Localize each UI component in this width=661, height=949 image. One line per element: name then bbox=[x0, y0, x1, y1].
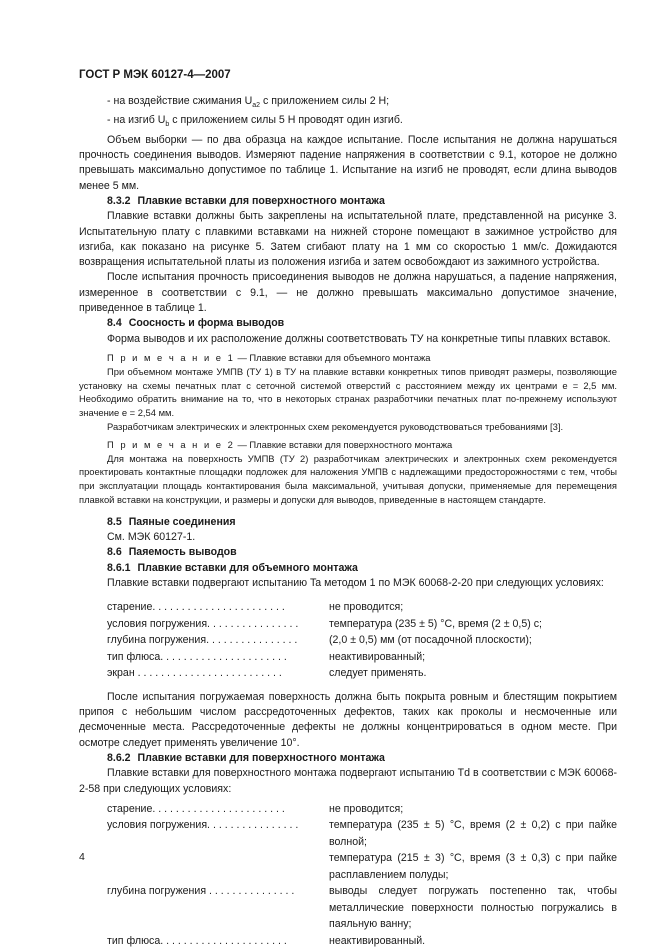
section-heading-8-6-2: 8.6.2 Плавкие вставки для поверхностного монтажа bbox=[107, 751, 385, 764]
paragraph: См. МЭК 60127-1. bbox=[107, 531, 196, 544]
section-heading-8-6-1: 8.6.1 Плавкие вставки для объемного монтажа bbox=[107, 561, 358, 574]
document-body bbox=[79, 94, 617, 949]
conditions-table bbox=[107, 801, 617, 949]
section-heading-8-3-2: 8.3.2 Плавкие вставки для поверхностного монтажа bbox=[107, 195, 385, 207]
note-text: При объемном монтаже УМПВ (ТУ 1) в ТУ на плавкие вставки конкретных типов приводят размеры, позволяющие установку на схемы печатных плат с сеточной системой отверстий с расстоянием между их центрами e = 2,5 мм. Необходимо обратить внимание на то, что в некоторых странах разработчики печатных плат по-прежнему используют значение e = 2,54 мм. bbox=[79, 365, 617, 419]
note-heading: П р и м е ч а н и е 2 — Плавкие вставки для поверхностного монтажа bbox=[107, 438, 453, 450]
note-heading: П р и м е ч а н и е 1 — Плавкие вставки для объемного монтажа bbox=[107, 351, 431, 363]
conditions-table bbox=[107, 599, 617, 682]
note-text: Разработчикам электрических и электронных схем рекомендуется руководствоваться требованиями [3]. bbox=[107, 420, 564, 432]
paragraph: После испытания прочность присоединения выводов не должна нарушаться, а падение напряжения, измеренное в соответствии с 9.1, — не должно превышать максимально допустимое значение, приведенное в таблице 1. bbox=[79, 271, 617, 315]
table-row: глубина погружения. . . . . . . . . . . . . . . . (2,0 ± 0,5) мм (от посадочной плоскости); bbox=[107, 634, 532, 647]
table-row: экран . . . . . . . . . . . . . . . . . . . . . . . . . следует применять. bbox=[107, 667, 427, 680]
table-row: старение. . . . . . . . . . . . . . . . . . . . . . . не проводится; bbox=[107, 601, 404, 614]
table-row: условия погружения. . . . . . . . . . . . . . . . температура (235 ± 5) °С, время (2 ± 0,2) с при пайке волной; температура (215 ± 3) °С, время (3 ± 0,3) с при пайке расплавлением полуды; bbox=[107, 819, 617, 881]
paragraph: Плавкие вставки для поверхностного монтажа подвергают испытанию Td в соответствии с МЭК 60068-2-58 при следующих условиях: bbox=[79, 767, 617, 795]
document-header: ГОСТ Р МЭК 60127-4—2007 bbox=[79, 69, 231, 81]
table-row: тип флюса. . . . . . . . . . . . . . . . . . . . . . неактивированный; bbox=[107, 650, 426, 663]
section-heading-8-6: 8.6 Паяемость выводов bbox=[107, 546, 237, 559]
table-row: старение. . . . . . . . . . . . . . . . . . . . . . . не проводится; bbox=[107, 802, 404, 815]
paragraph: Форма выводов и их расположение должны соответствовать ТУ на конкретные типы плавких вставок. bbox=[107, 332, 611, 345]
table-row: условия погружения. . . . . . . . . . . . . . . . температура (235 ± 5) °С, время (2 ± 0,5) с; bbox=[107, 617, 542, 630]
paragraph: Плавкие вставки должны быть закреплены на испытательной плате, представленной на рисунке 3. Испытательную плату с плавкими вставками на нижней стороне помещают в зажимное устройство для изгиба, как показано на рисунке 5. Затем сгибают плату на 1 мм со скоростью 1 мм/с. Дожидаются возвращения испытательной платы из положения изгиба и затем освобождают из зажимного устройства. bbox=[79, 210, 617, 269]
section-heading-8-4: 8.4 Соосность и форма выводов bbox=[107, 317, 285, 330]
list-item: - на изгиб $U_b$ с приложением силы 5 Н проводят один изгиб. bbox=[107, 114, 403, 129]
section-heading-8-5: 8.5 Паяные соединения bbox=[107, 515, 236, 528]
paragraph: После испытания погружаемая поверхность должна быть покрыта ровным и блестящим покрытием припоя с небольшим числом рассредоточенных дефектов, таких как проколы и несмоченные или десмоченные места. Рассредоточенные дефекты не должны концентрироваться в одном месте. При осмотре следует применять увеличение 10°. bbox=[79, 690, 617, 749]
paragraph: Плавкие вставки подвергают испытанию Ta методом 1 по МЭК 60068-2-20 при следующих условиях: bbox=[107, 576, 604, 589]
page-number: 4 bbox=[79, 851, 85, 863]
note-text: Для монтажа на поверхность УМПВ (ТУ 2) разработчикам электрических и электронных схем рекомендуется проектировать контактные площадки подложек для наложения УМПВ с надлежащими предосторожностями с тем, чтобы при эксплуатации площадь контактирования была максимальной, учитывая допуски, применяемые для перемещения плавкой вставки на конструкции, и размеры и допуски для выводов, приведенные в настоящем стандарте. bbox=[79, 452, 617, 505]
paragraph: Объем выборки — по два образца на каждое испытание. После испытания не должна нарушаться прочность соединения выводов. Измеряют падение напряжения в соответствии с 9.1, которое не должно превышать максимально допустимое по таблице 1. Испытание на изгиб не проводят, если длина выводов менее 5 мм. bbox=[79, 133, 617, 192]
table-row: тип флюса. . . . . . . . . . . . . . . . . . . . . . неактивированный. bbox=[107, 934, 426, 947]
table-row: глубина погружения . . . . . . . . . . . . . . . выводы следует погружать постепенно так, чтобы металлические поверхности полностью погружались в паяльную ванну; bbox=[107, 885, 617, 931]
list-item: - на воздействие сжимания $U_{a2}$ с приложением силы 2 Н; bbox=[107, 95, 390, 110]
